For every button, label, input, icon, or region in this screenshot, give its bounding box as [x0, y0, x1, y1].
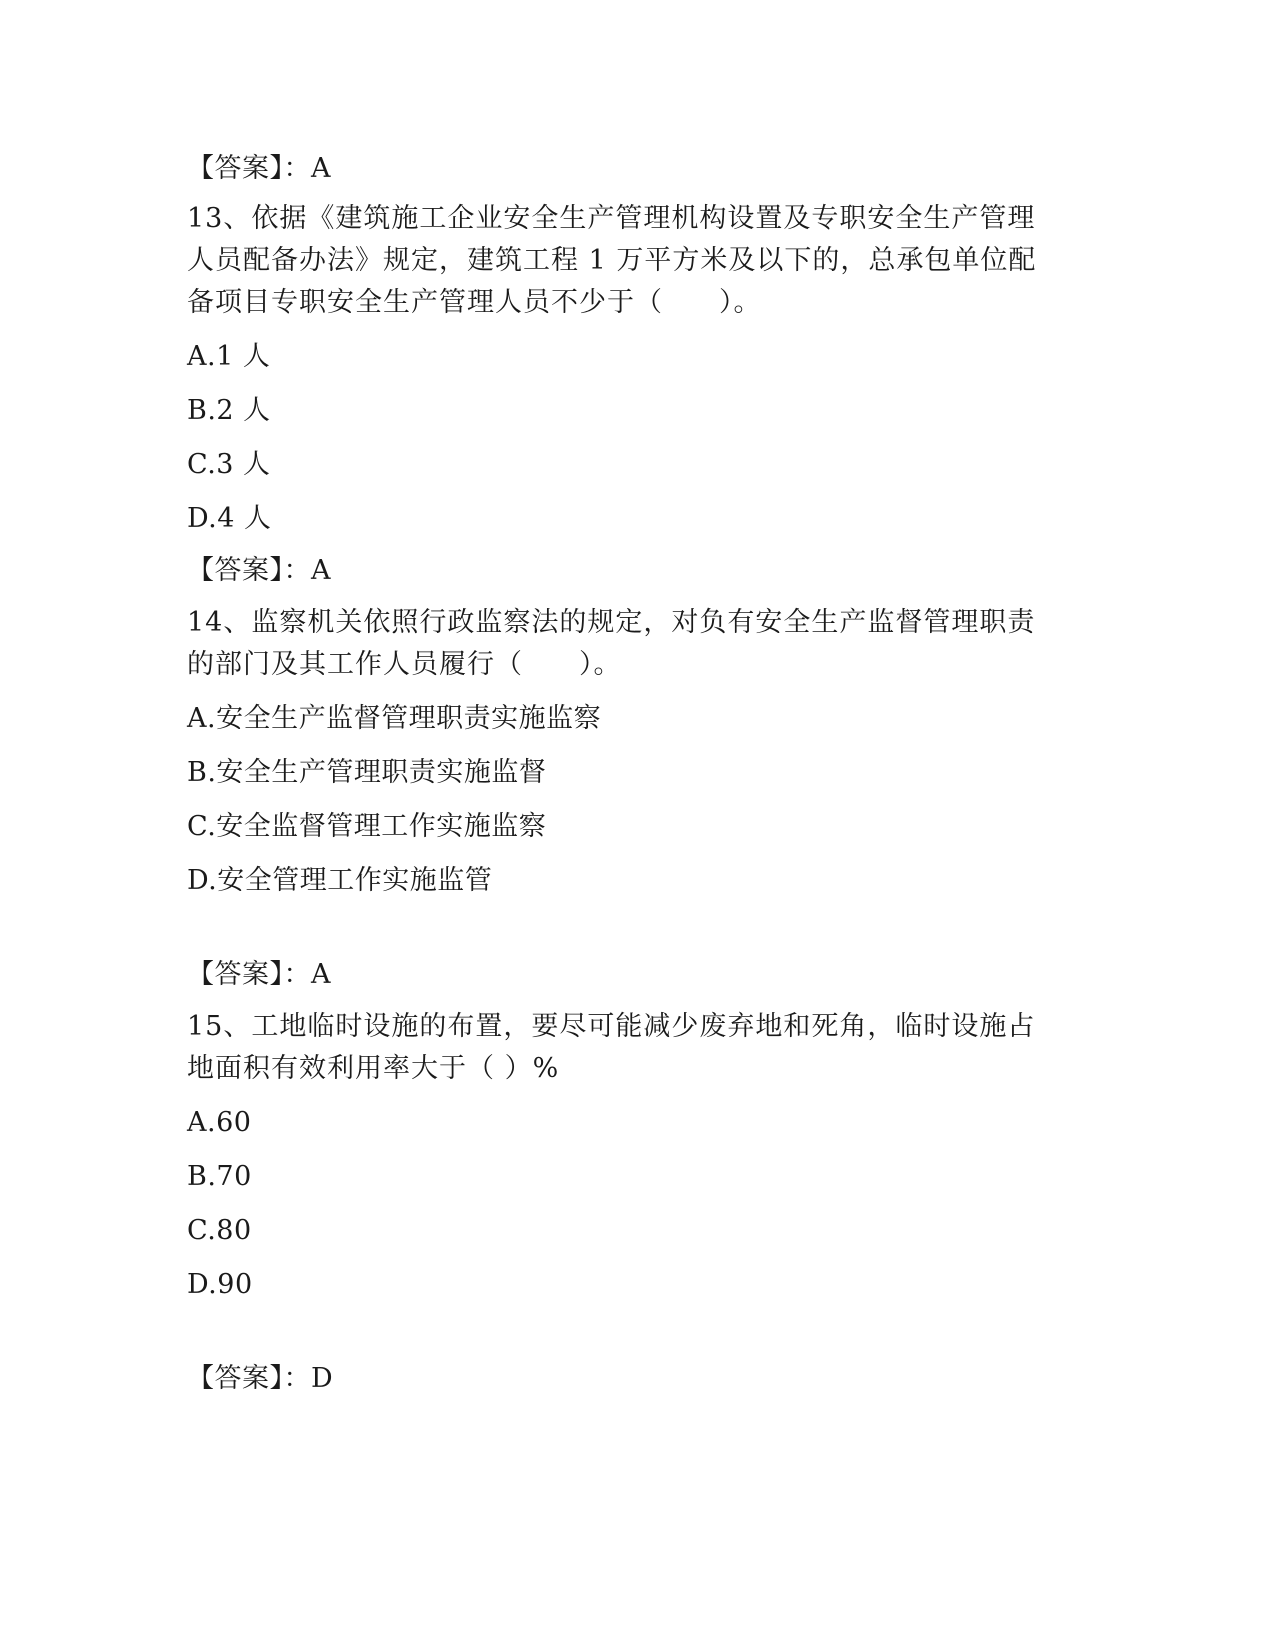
question-15-stem-line-2: 地面积有效利用率大于（ ）%: [187, 1053, 560, 1084]
question-14-option-d: D.安全管理工作实施监管: [187, 865, 493, 896]
question-13-answer: 【答案】：A: [187, 555, 331, 586]
question-13-option-a: A.1 人: [187, 341, 271, 372]
question-14-answer: 【答案】：A: [187, 959, 331, 990]
question-13-stem-line-2: 人员配备办法》规定，建筑工程 1 万平方米及以下的，总承包单位配: [187, 245, 1037, 276]
question-13-option-b: B.2 人: [187, 395, 271, 426]
question-13-stem-line-3: 备项目专职安全生产管理人员不少于（ ）。: [187, 287, 762, 318]
question-14-stem-line-1: 14、监察机关依照行政监察法的规定，对负有安全生产监督管理职责: [187, 607, 1036, 638]
question-15-option-d: D.90: [187, 1269, 253, 1300]
question-13-option-c: C.3 人: [187, 449, 271, 480]
question-15-answer: 【答案】：D: [187, 1363, 334, 1394]
question-14-option-b: B.安全生产管理职责实施监督: [187, 757, 547, 788]
question-15-option-c: C.80: [187, 1215, 252, 1246]
question-14-option-c: C.安全监督管理工作实施监察: [187, 811, 547, 842]
question-13-stem-line-1: 13、依据《建筑施工企业安全生产管理机构设置及专职安全生产管理: [187, 203, 1036, 234]
question-15-option-a: A.60: [187, 1107, 252, 1138]
question-14-option-a: A.安全生产监督管理职责实施监察: [187, 703, 602, 734]
question-14-stem-line-2: 的部门及其工作人员履行（ ）。: [187, 649, 622, 680]
answer-prev: 【答案】：A: [187, 153, 331, 184]
question-15-option-b: B.70: [187, 1161, 252, 1192]
question-13-option-d: D.4 人: [187, 503, 272, 534]
question-15-stem-line-1: 15、工地临时设施的布置，要尽可能减少废弃地和死角，临时设施占: [187, 1011, 1036, 1042]
